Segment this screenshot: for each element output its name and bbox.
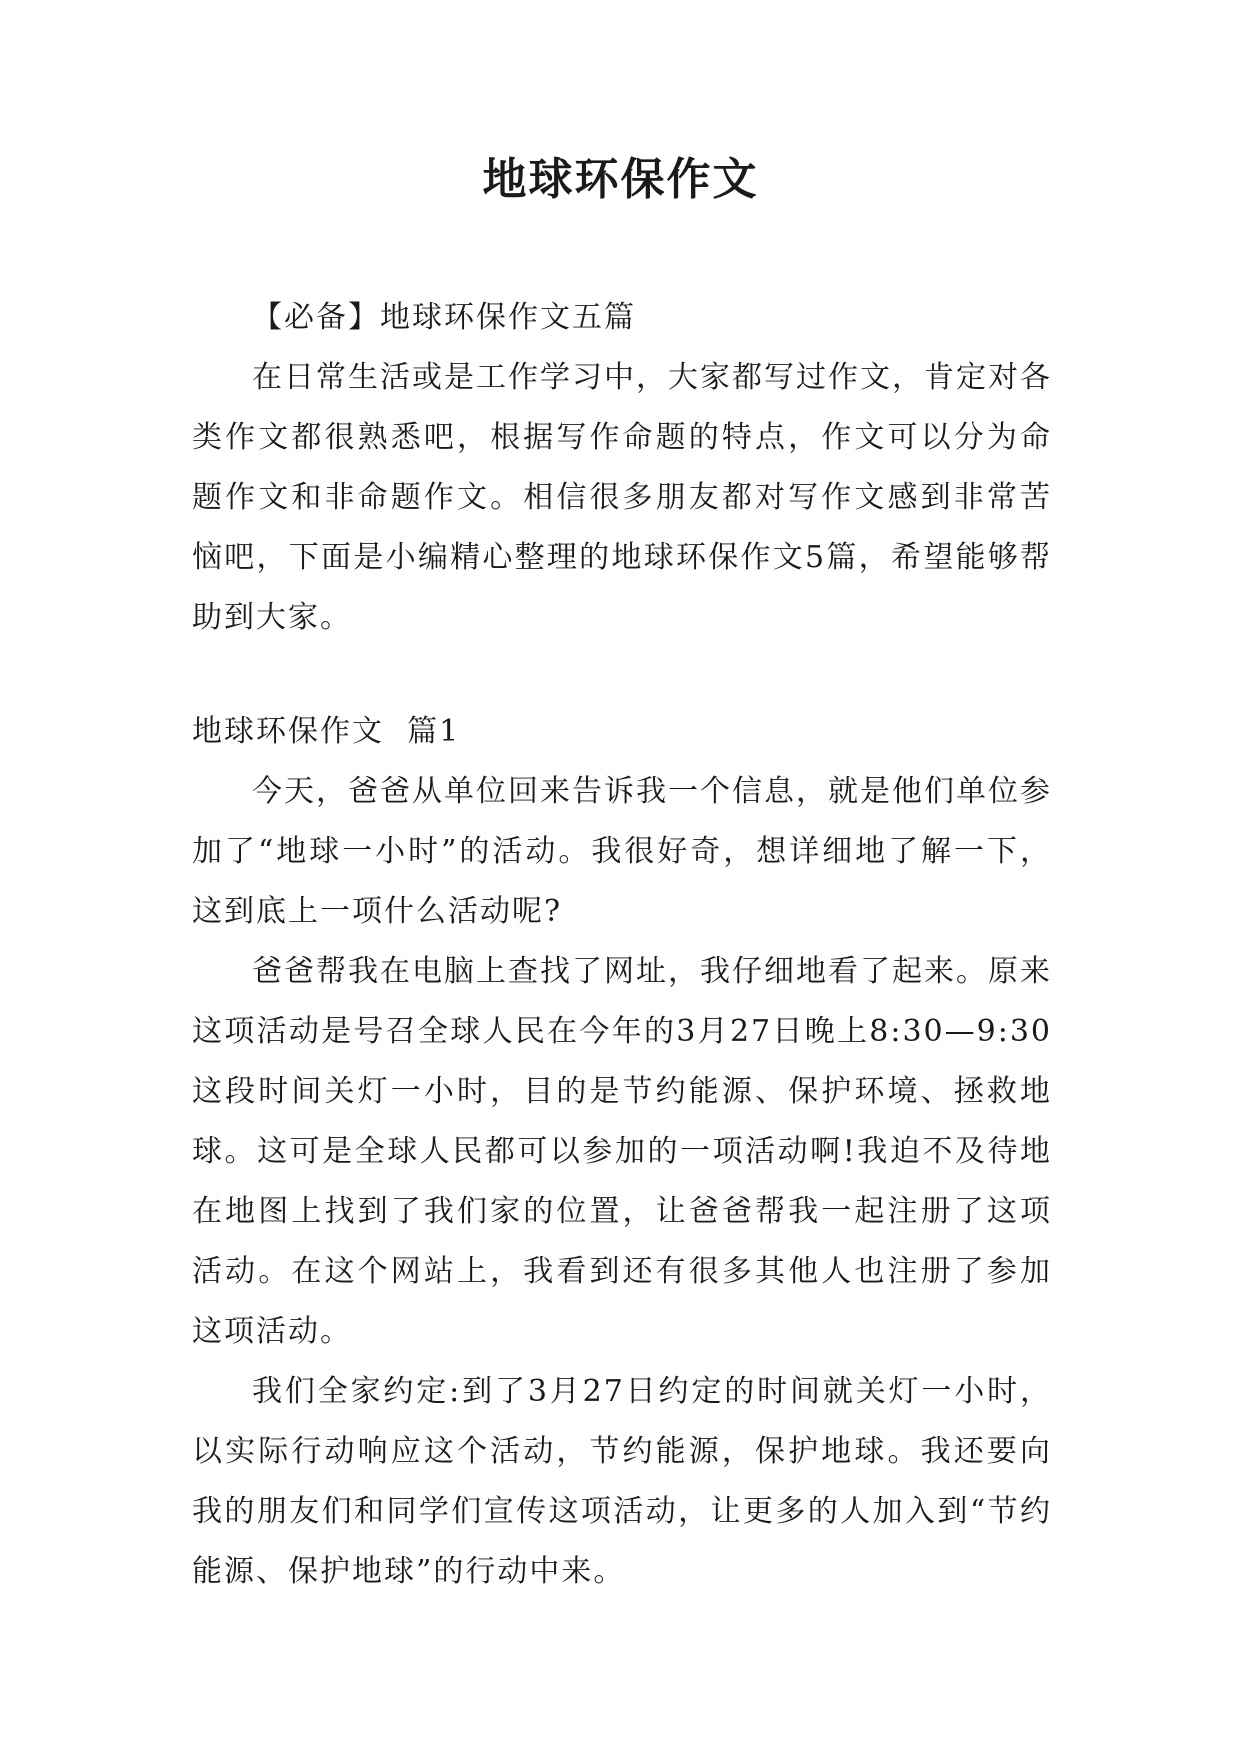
body-paragraph: 我们全家约定:到了3月27日约定的时间就关灯一小时，以实际行动响应这个活动，节约能源，保护地球。我还要向我的朋友们和同学们宣传这项活动，让更多的人加入到“节约能源、保护地球”的行动中来。 (192, 1374, 1052, 1589)
document-title: 地球环保作文 (482, 154, 759, 205)
section-heading: 地球环保作文 篇1 (192, 714, 461, 749)
body-paragraph: 今天，爸爸从单位回来告诉我一个信息，就是他们单位参加了“地球一小时”的活动。我很好奇，想详细地了解一下，这到底上一项什么活动呢? (192, 774, 1052, 929)
document-body (192, 288, 1052, 1602)
section-spacer (192, 648, 1052, 702)
document-subtitle: 【必备】地球环保作文五篇 (252, 300, 636, 335)
body-paragraph: 爸爸帮我在电脑上查找了网址，我仔细地看了起来。原来这项活动是号召全球人民在今年的3月27日晚上8:30—9:30这段时间关灯一小时，目的是节约能源、保护环境、拯救地球。这可是全球人民都可以参加的一项活动啊!我迫不及待地在地图上找到了我们家的位置，让爸爸帮我一起注册了这项活动。在这个网站上，我看到还有很多其他人也注册了参加这项活动。 (192, 954, 1052, 1349)
intro-paragraph: 在日常生活或是工作学习中，大家都写过作文，肯定对各类作文都很熟悉吧，根据写作命题的特点，作文可以分为命题作文和非命题作文。相信很多朋友都对写作文感到非常苦恼吧，下面是小编精心整理的地球环保作文5篇，希望能够帮助到大家。 (192, 360, 1052, 635)
